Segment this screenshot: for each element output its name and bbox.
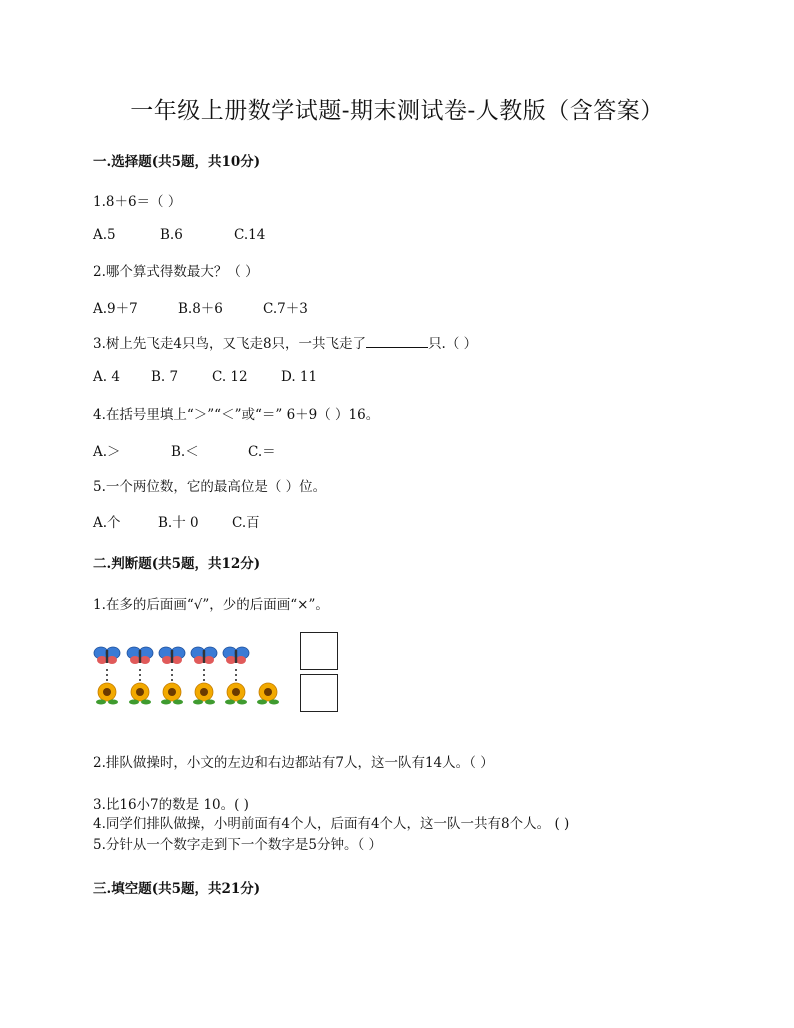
section-heading-choice: 一.选择题(共5题，共10分) (93, 154, 261, 170)
option-b: B.＜ (171, 444, 199, 460)
option-a: A.5 (93, 227, 116, 243)
option-d: D. 11 (281, 369, 318, 385)
option-c: C.＝ (248, 444, 276, 460)
answer-box-butterflies[interactable] (300, 632, 338, 670)
option-a: A.9＋7 (93, 301, 138, 317)
answer-blank (366, 335, 428, 348)
option-c: C. 12 (212, 369, 248, 385)
question-4: 4.在括号里填上“＞”“＜”或“＝” 6＋9（ ）16。 (93, 407, 380, 423)
question-3-options (93, 369, 317, 385)
page-title: 一年级上册数学试题-期末测试卷-人教版（含答案） (130, 98, 664, 124)
question-3 (93, 332, 477, 352)
judge-question-2: 2.排队做操时，小文的左边和右边都站有7人，这一队有14人。（ ） (93, 755, 494, 771)
judge-question-3: 3.比16小7的数是 10。( ) (93, 797, 249, 813)
question-1-options (93, 227, 265, 243)
butterfly-row (94, 647, 249, 664)
question-1: 1.8＋6＝（ ） (93, 194, 182, 210)
option-b: B. 7 (151, 369, 179, 385)
option-b: B.十 0 (158, 515, 199, 531)
answer-box-flowers[interactable] (300, 674, 338, 712)
option-a: A.个 (93, 515, 121, 531)
flower-row (96, 683, 279, 705)
question-4-options (93, 440, 276, 460)
question-5-options (93, 511, 260, 531)
option-b: B.8＋6 (178, 301, 223, 317)
option-b: B.6 (160, 227, 183, 243)
section-heading-fill: 三.填空题(共5题，共21分) (93, 881, 261, 897)
question-3-suffix: 只.（ ） (428, 336, 478, 352)
question-5: 5.一个两位数，它的最高位是（ ）位。 (93, 479, 327, 495)
option-c: C.百 (232, 515, 260, 531)
judge-question-5: 5.分针从一个数字走到下一个数字是5分钟。（ ） (93, 837, 383, 853)
dotted-lines (106, 669, 237, 681)
butterfly-flower-figure (93, 628, 343, 720)
option-c: C.7＋3 (263, 301, 308, 317)
question-3-text: 3.树上先飞走4只鸟，又飞走8只，一共飞走了 (93, 336, 367, 352)
judge-question-1: 1.在多的后面画“√”，少的后面画“×”。 (93, 597, 329, 613)
option-a: A.＞ (93, 444, 121, 460)
question-2: 2.哪个算式得数最大？（ ） (93, 264, 259, 280)
question-2-options (93, 297, 308, 317)
judge-question-4: 4.同学们排队做操，小明前面有4个人，后面有4个人，这一队一共有8个人。 ( ) (93, 816, 570, 832)
option-a: A. 4 (93, 369, 120, 385)
section-heading-judge: 二.判断题(共5题，共12分) (93, 556, 261, 572)
option-c: C.14 (234, 227, 266, 243)
